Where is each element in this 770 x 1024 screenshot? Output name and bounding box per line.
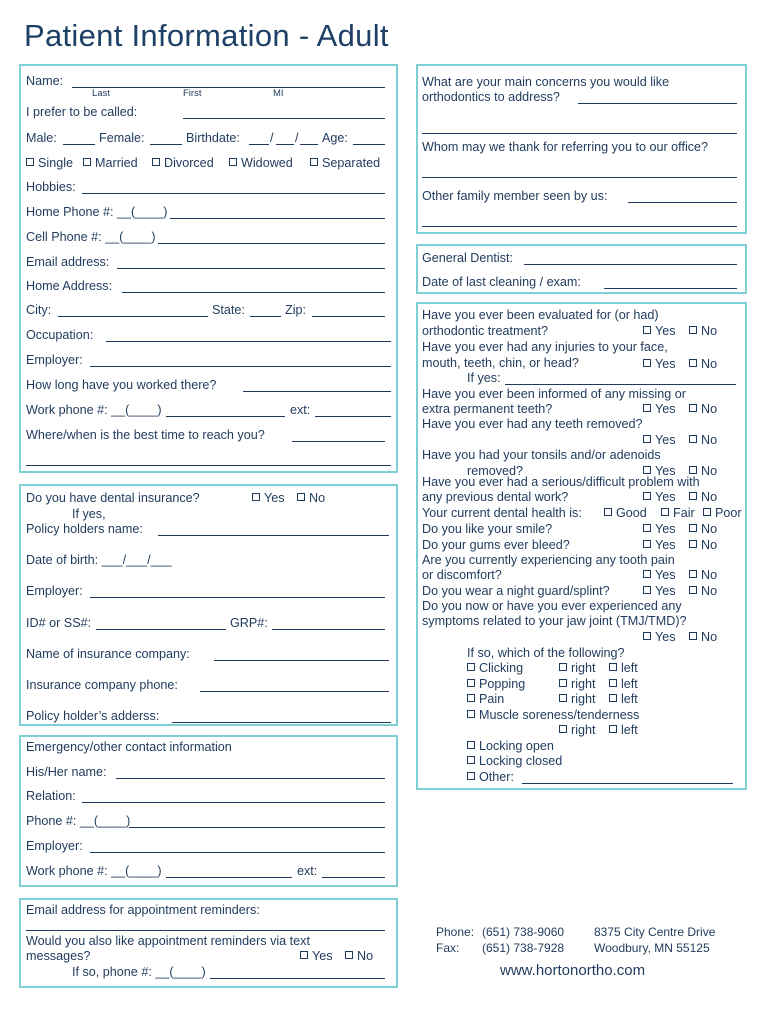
- age-field[interactable]: [353, 144, 385, 145]
- checkbox-icon: [643, 570, 651, 578]
- preferred-name-field[interactable]: [183, 118, 385, 119]
- q-tooth-pain: Are you currently experiencing any tooth pain: [422, 553, 675, 567]
- q10-yes[interactable]: Yes: [643, 568, 676, 583]
- q-tmj-2: symptoms related to your jaw joint (TMJ/TMD)?: [422, 614, 687, 628]
- emergency-work-phone-label: Work phone #: __(____): [26, 864, 162, 878]
- checkbox-icon: [26, 158, 34, 166]
- checkbox-icon: [689, 466, 697, 474]
- tmj-symptoms-label: If so, which of the following?: [467, 646, 625, 660]
- q10-no[interactable]: No: [689, 568, 717, 583]
- checkbox-icon: [689, 570, 697, 578]
- birth-day-field[interactable]: [276, 144, 294, 145]
- work-phone-field[interactable]: [166, 416, 285, 417]
- q-injuries: Have you ever had any injuries to your face,: [422, 340, 668, 354]
- hobbies-label: Hobbies:: [26, 180, 76, 194]
- q5-yes[interactable]: Yes: [643, 464, 676, 479]
- muscle-left[interactable]: left: [609, 723, 638, 738]
- last-cleaning-label: Date of last cleaning / exam:: [422, 275, 581, 289]
- q-tonsils-2: removed?: [467, 464, 524, 478]
- checkbox-icon: [643, 524, 651, 532]
- checkbox-icon: [643, 359, 651, 367]
- policy-address-label: Policy holder’s adderss:: [26, 709, 160, 723]
- checkbox-icon: [604, 508, 612, 516]
- q5-no[interactable]: No: [689, 464, 717, 479]
- q-teeth-removed: Have you ever had any teeth removed?: [422, 417, 643, 431]
- q-ortho-evaluated-2: orthodontic treatment?: [422, 324, 549, 338]
- tmj-other-field[interactable]: [522, 783, 733, 784]
- q-dental-work: Have you ever had a serious/difficult problem with: [422, 475, 700, 489]
- pain-left[interactable]: left: [609, 692, 638, 707]
- q-missing-teeth-2: extra permanent teeth?: [422, 402, 553, 416]
- employer-field[interactable]: [90, 366, 391, 367]
- best-time-field[interactable]: [292, 441, 385, 442]
- q6-yes[interactable]: Yes: [643, 490, 676, 505]
- insurance-company-field[interactable]: [214, 660, 389, 661]
- insurance-no[interactable]: No: [297, 491, 325, 506]
- q8-no[interactable]: No: [689, 522, 717, 537]
- insurance-if-yes: If yes,: [72, 507, 106, 521]
- pain-right[interactable]: right: [559, 692, 596, 707]
- birth-month-field[interactable]: [249, 144, 269, 145]
- best-time-label: Where/when is the best time to reach you?: [26, 428, 265, 442]
- city-label: City:: [26, 303, 52, 317]
- how-long-label: How long have you worked there?: [26, 378, 217, 392]
- family-member-field-line2[interactable]: [422, 226, 737, 227]
- checkbox-icon: [689, 492, 697, 500]
- policy-employer-field[interactable]: [90, 597, 385, 598]
- general-dentist-label: General Dentist:: [422, 251, 513, 265]
- q-like-smile: Do you like your smile?: [422, 522, 553, 536]
- emergency-work-phone-field[interactable]: [166, 877, 292, 878]
- reminder-phone-field[interactable]: [210, 978, 385, 979]
- q4-yes[interactable]: Yes: [643, 433, 676, 448]
- office-fax: (651) 738-7928: [482, 941, 565, 955]
- q3-yes[interactable]: Yes: [643, 402, 676, 417]
- insurance-yes[interactable]: Yes: [252, 491, 285, 506]
- policy-name-label: Policy holders name:: [26, 522, 143, 536]
- checkbox-icon: [467, 663, 475, 671]
- office-address-line1: 8375 City Centre Drive: [594, 925, 716, 939]
- name-last-label: Last: [92, 88, 110, 99]
- name-mi-label: MI: [273, 88, 284, 99]
- male-field[interactable]: [63, 144, 95, 145]
- q-tonsils: Have you had your tonsils and/or adenoids: [422, 448, 661, 462]
- checkbox-icon: [467, 694, 475, 702]
- marital-divorced[interactable]: Divorced: [152, 156, 214, 171]
- checkbox-icon: [467, 772, 475, 780]
- reminder-email-label: Email address for appointment reminders:: [26, 903, 260, 917]
- checkbox-icon: [300, 951, 308, 959]
- work-ext-label: ext:: [290, 403, 311, 417]
- q2-yes[interactable]: Yes: [643, 357, 676, 372]
- q1-yes[interactable]: Yes: [643, 324, 676, 339]
- emergency-relation-field[interactable]: [82, 802, 385, 803]
- policy-employer-label: Employer:: [26, 584, 83, 598]
- reminder-text-question-2: messages?: [26, 949, 91, 963]
- checkbox-icon: [643, 632, 651, 640]
- best-time-field-line2[interactable]: [26, 465, 391, 466]
- checkbox-icon: [643, 466, 651, 474]
- cell-phone-label: Cell Phone #: __(____): [26, 230, 156, 244]
- tmj-other[interactable]: Other:: [467, 770, 514, 785]
- q8-yes[interactable]: Yes: [643, 522, 676, 537]
- checkbox-icon: [252, 493, 260, 501]
- tmj-popping[interactable]: Popping: [467, 677, 525, 692]
- policy-address-field[interactable]: [172, 722, 391, 723]
- work-phone-label: Work phone #: __(____): [26, 403, 162, 417]
- checkbox-icon: [689, 326, 697, 334]
- checkbox-icon: [609, 663, 617, 671]
- checkbox-icon: [689, 586, 697, 594]
- checkbox-icon: [152, 158, 160, 166]
- family-member-field[interactable]: [628, 202, 737, 203]
- checkbox-icon: [310, 158, 318, 166]
- general-dentist-field[interactable]: [524, 264, 737, 265]
- policy-dob-label: Date of birth: ___/___/___: [26, 553, 172, 567]
- checkbox-icon: [83, 158, 91, 166]
- female-field[interactable]: [150, 144, 182, 145]
- how-long-field[interactable]: [243, 391, 391, 392]
- home-phone-label: Home Phone #: __(____): [26, 205, 168, 219]
- checkbox-icon: [643, 435, 651, 443]
- q3-no[interactable]: No: [689, 402, 717, 417]
- checkbox-icon: [467, 710, 475, 718]
- reminder-yes[interactable]: Yes: [300, 949, 333, 964]
- checkbox-icon: [689, 540, 697, 548]
- home-phone-field[interactable]: [170, 218, 385, 219]
- zip-field[interactable]: [312, 316, 385, 317]
- policy-grp-label: GRP#:: [230, 616, 268, 630]
- checkbox-icon: [467, 741, 475, 749]
- popping-left[interactable]: left: [609, 677, 638, 692]
- home-address-label: Home Address:: [26, 279, 113, 293]
- checkbox-icon: [689, 524, 697, 532]
- city-field[interactable]: [58, 316, 208, 317]
- checkbox-icon: [661, 508, 669, 516]
- tmj-pain[interactable]: Pain: [467, 692, 504, 707]
- emergency-phone-field[interactable]: [129, 827, 385, 828]
- marital-single[interactable]: Single: [26, 156, 73, 171]
- checkbox-icon: [689, 404, 697, 412]
- q-dental-health: Your current dental health is:: [422, 506, 582, 520]
- reminder-text-question: Would you also like appointment reminders via text: [26, 934, 310, 948]
- male-label: Male:: [26, 131, 57, 145]
- occupation-label: Occupation:: [26, 328, 94, 342]
- checkbox-icon: [559, 679, 567, 687]
- tmj-locking-closed[interactable]: Locking closed: [467, 754, 562, 769]
- q4-no[interactable]: No: [689, 433, 717, 448]
- q11-no[interactable]: No: [689, 584, 717, 599]
- concerns-question: What are your main concerns you would like: [422, 75, 670, 89]
- age-label: Age:: [322, 131, 348, 145]
- q2-no[interactable]: No: [689, 357, 717, 372]
- checkbox-icon: [609, 679, 617, 687]
- q-injuries-2: mouth, teeth, chin, or head?: [422, 356, 579, 370]
- checkbox-icon: [297, 493, 305, 501]
- insurance-question: Do you have dental insurance?: [26, 491, 200, 505]
- checkbox-icon: [643, 492, 651, 500]
- female-label: Female:: [99, 131, 145, 145]
- page-title: Patient Information - Adult: [24, 18, 389, 53]
- birthdate-label: Birthdate:: [186, 131, 240, 145]
- marital-widowed[interactable]: Widowed: [229, 156, 293, 171]
- policy-id-field[interactable]: [96, 629, 226, 630]
- q1-no[interactable]: No: [689, 324, 717, 339]
- policy-grp-field[interactable]: [272, 629, 385, 630]
- q-missing-teeth: Have you ever been informed of any missing or: [422, 387, 686, 401]
- concerns-question-2: orthodontics to address?: [422, 90, 560, 104]
- checkbox-icon: [609, 725, 617, 733]
- work-ext-field[interactable]: [315, 416, 391, 417]
- birth-year-field[interactable]: [300, 144, 318, 145]
- emergency-ext-label: ext:: [297, 864, 318, 878]
- clicking-left[interactable]: left: [609, 661, 638, 676]
- referral-field[interactable]: [422, 177, 737, 178]
- checkbox-icon: [643, 326, 651, 334]
- popping-right[interactable]: right: [559, 677, 596, 692]
- q11-yes[interactable]: Yes: [643, 584, 676, 599]
- name-first-label: First: [183, 88, 202, 99]
- health-fair[interactable]: Fair: [661, 506, 695, 521]
- emergency-heading: Emergency/other contact information: [26, 740, 232, 754]
- state-field[interactable]: [250, 316, 281, 317]
- insurance-company-label: Name of insurance company:: [26, 647, 190, 661]
- q12-no[interactable]: No: [689, 630, 717, 645]
- marital-married[interactable]: Married: [83, 156, 138, 171]
- checkbox-icon: [643, 404, 651, 412]
- q-tmj: Do you now or have you ever experienced any: [422, 599, 682, 613]
- muscle-right[interactable]: right: [559, 723, 596, 738]
- injuries-if-yes-field[interactable]: [505, 384, 736, 385]
- marital-separated[interactable]: Separated: [310, 156, 380, 171]
- referral-label: Whom may we thank for referring you to our office?: [422, 140, 709, 154]
- family-member-label: Other family member seen by us:: [422, 189, 608, 203]
- tmj-muscle-soreness[interactable]: Muscle soreness/tenderness: [467, 708, 639, 723]
- last-cleaning-field[interactable]: [604, 288, 737, 289]
- insurance-phone-label: Insurance company phone:: [26, 678, 178, 692]
- checkbox-icon: [609, 694, 617, 702]
- q-night-guard: Do you wear a night guard/splint?: [422, 584, 610, 598]
- emergency-employer-field[interactable]: [90, 852, 385, 853]
- q-ortho-evaluated: Have you ever been evaluated for (or had): [422, 308, 659, 322]
- checkbox-icon: [559, 663, 567, 671]
- injuries-if-yes-label: If yes:: [467, 371, 501, 385]
- checkbox-icon: [689, 632, 697, 640]
- checkbox-icon: [689, 435, 697, 443]
- policy-id-label: ID# or SS#:: [26, 616, 92, 630]
- q9-no[interactable]: No: [689, 538, 717, 553]
- concerns-field[interactable]: [578, 103, 737, 104]
- health-poor[interactable]: Poor: [703, 506, 742, 521]
- home-address-field[interactable]: [122, 292, 385, 293]
- tmj-clicking[interactable]: Clicking: [467, 661, 523, 676]
- checkbox-icon: [689, 359, 697, 367]
- emergency-name-field[interactable]: [116, 778, 385, 779]
- name-label: Name:: [26, 74, 64, 88]
- q6-no[interactable]: No: [689, 490, 717, 505]
- q-tooth-pain-2: or discomfort?: [422, 568, 502, 582]
- checkbox-icon: [643, 540, 651, 548]
- phone-label: Phone:: [436, 925, 475, 939]
- reminder-no[interactable]: No: [345, 949, 373, 964]
- checkbox-icon: [467, 679, 475, 687]
- emergency-relation-label: Relation:: [26, 789, 76, 803]
- fax-label: Fax:: [436, 941, 460, 955]
- email-field[interactable]: [117, 268, 385, 269]
- checkbox-icon: [703, 508, 711, 516]
- health-good[interactable]: Good: [604, 506, 647, 521]
- preferred-name-label: I prefer to be called:: [26, 105, 138, 119]
- emergency-employer-label: Employer:: [26, 839, 83, 853]
- occupation-field[interactable]: [106, 341, 391, 342]
- emergency-phone-label: Phone #: __(____): [26, 814, 131, 828]
- state-label: State:: [212, 303, 245, 317]
- checkbox-icon: [345, 951, 353, 959]
- policy-name-field[interactable]: [158, 535, 389, 536]
- q-dental-work-2: any previous dental work?: [422, 490, 569, 504]
- checkbox-icon: [559, 725, 567, 733]
- tmj-locking-open[interactable]: Locking open: [467, 739, 554, 754]
- cell-phone-field[interactable]: [158, 243, 385, 244]
- q9-yes[interactable]: Yes: [643, 538, 676, 553]
- q-gums-bleed: Do your gums ever bleed?: [422, 538, 570, 552]
- checkbox-icon: [643, 586, 651, 594]
- emergency-name-label: His/Her name:: [26, 765, 107, 779]
- hobbies-field[interactable]: [82, 193, 385, 194]
- insurance-phone-field[interactable]: [200, 691, 389, 692]
- website-link[interactable]: www.hortonortho.com: [500, 962, 646, 979]
- email-label: Email address:: [26, 255, 110, 269]
- concerns-field-line2[interactable]: [422, 133, 737, 134]
- checkbox-icon: [467, 756, 475, 764]
- clicking-right[interactable]: right: [559, 661, 596, 676]
- office-address-line2: Woodbury, MN 55125: [594, 941, 710, 955]
- zip-label: Zip:: [285, 303, 306, 317]
- office-phone: (651) 738-9060: [482, 925, 565, 939]
- emergency-ext-field[interactable]: [322, 877, 385, 878]
- checkbox-icon: [559, 694, 567, 702]
- name-field[interactable]: [72, 87, 385, 88]
- reminder-email-field[interactable]: [26, 930, 385, 931]
- checkbox-icon: [229, 158, 237, 166]
- employer-label: Employer:: [26, 353, 83, 367]
- q12-yes[interactable]: Yes: [643, 630, 676, 645]
- reminder-phone-label: If so, phone #: __(____): [72, 965, 206, 979]
